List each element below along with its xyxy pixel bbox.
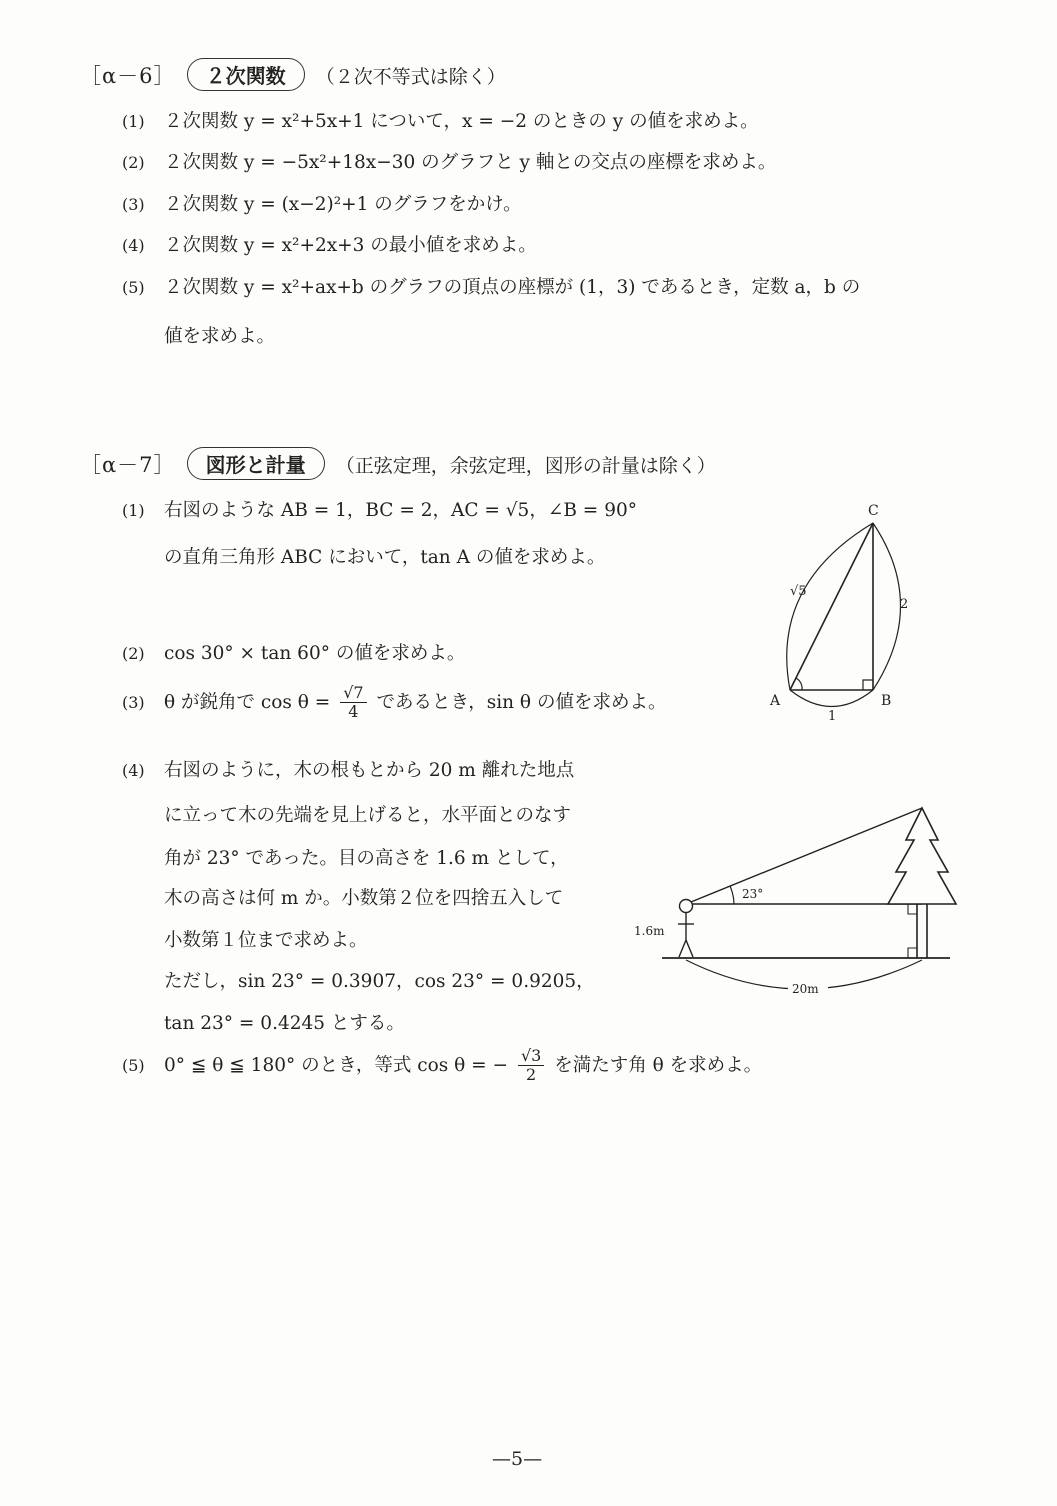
right-angle-mark — [863, 680, 873, 690]
label-bc: 2 — [900, 597, 909, 612]
angle-a-mark — [796, 678, 802, 690]
sec6-question-2: (2) ２次関数 y = −5x²+18x−30 のグラフと y 軸との交点の座標を求めよ。 — [122, 152, 777, 173]
brace-ab — [790, 690, 873, 707]
right-angle-mark-eye — [908, 904, 917, 914]
label-ac: √5 — [790, 584, 807, 599]
sec7-question-4: (4) 右図のように，木の根もとから 20 m 離れた地点 — [122, 760, 575, 781]
sec6-question-5-cont: 値を求めよ。 — [164, 326, 276, 347]
section-7-header — [80, 447, 716, 480]
label-eye-height: 1.6m — [634, 924, 665, 938]
sec7-question-4-line-6: ただし，sin 23° = 0.3907，cos 23° = 0.9205， — [164, 971, 595, 992]
sec7-question-4-line-4: 木の高さは何 m か。小数第２位を四捨五入して — [164, 888, 564, 909]
person-head — [680, 900, 693, 913]
section-7-title: 図形と計量 — [187, 447, 325, 480]
sec7-question-5: (5) 0° ≦ θ ≦ 180° のとき，等式 cos θ = − $\frac{√3}{2}$ を満たす角 θ を求めよ。 — [122, 1046, 763, 1085]
sec7-question-2: (2) cos 30° × tan 60° の値を求めよ。 — [122, 643, 466, 664]
tree-crown — [888, 808, 956, 904]
sec6-question-5: (5) ２次関数 y = x²+ax+b のグラフの頂点の座標が (1，3) であるとき，定数 a，b の — [122, 277, 861, 298]
angle-23-mark — [730, 886, 734, 904]
label-b: B — [881, 693, 892, 709]
label-c: C — [868, 503, 879, 519]
sec7-question-4-line-7: tan 23° = 0.4245 とする。 — [164, 1013, 405, 1034]
section-6-note: （２次不等式は除く） — [315, 66, 506, 88]
triangle-side-ac — [790, 523, 873, 690]
page-number: —5— — [492, 1448, 543, 1470]
label-angle: 23° — [742, 887, 764, 901]
triangle-figure — [760, 495, 920, 725]
section-6-header — [80, 58, 506, 91]
person-leg-right — [686, 940, 693, 957]
label-a: A — [770, 693, 781, 709]
fraction-sqrt7-over-4: $\frac{√7}{4}$ — [340, 684, 366, 722]
right-angle-mark-ground — [908, 948, 917, 958]
section-6-title: ２次関数 — [187, 58, 305, 91]
sec7-question-4-line-5: 小数第１位まで求めよ。 — [164, 930, 368, 951]
line-of-sight — [686, 808, 922, 904]
brace-bc — [873, 523, 901, 690]
sec7-question-3: (3) θ が鋭角で cos θ = $\frac{√7}{4}$ であるとき，sin θ の値を求めよ。 — [122, 683, 667, 722]
section-7-label: ［α－7］ — [80, 453, 176, 477]
sec7-question-1: (1) 右図のような AB = 1，BC = 2，AC = √5，∠B = 90° — [122, 500, 637, 521]
sec6-question-1: (1) ２次関数 y = x²+5x+1 について，x = −2 のときの y の値を求めよ。 — [122, 111, 759, 132]
sec6-question-4: (4) ２次関数 y = x²+2x+3 の最小値を求めよ。 — [122, 235, 537, 256]
label-distance: 20m — [792, 982, 819, 996]
tree-figure — [630, 800, 960, 1005]
fraction-sqrt3-over-2: $\frac{√3}{2}$ — [518, 1047, 544, 1085]
sec7-question-4-line-3: 角が 23° であった。目の高さを 1.6 m として， — [164, 848, 569, 869]
section-6-label: ［α－6］ — [80, 64, 176, 88]
person-leg-left — [679, 940, 686, 957]
section-7-note: （正弦定理，余弦定理，図形の計量は除く） — [335, 455, 716, 477]
sec7-question-1-cont: の直角三角形 ABC において，tan A の値を求めよ。 — [164, 547, 606, 568]
label-ab: 1 — [828, 709, 837, 724]
sec6-question-3: (3) ２次関数 y = (x−2)²+1 のグラフをかけ。 — [122, 194, 522, 215]
sec7-question-4-line-2: に立って木の先端を見上げると，水平面とのなす — [164, 805, 572, 826]
